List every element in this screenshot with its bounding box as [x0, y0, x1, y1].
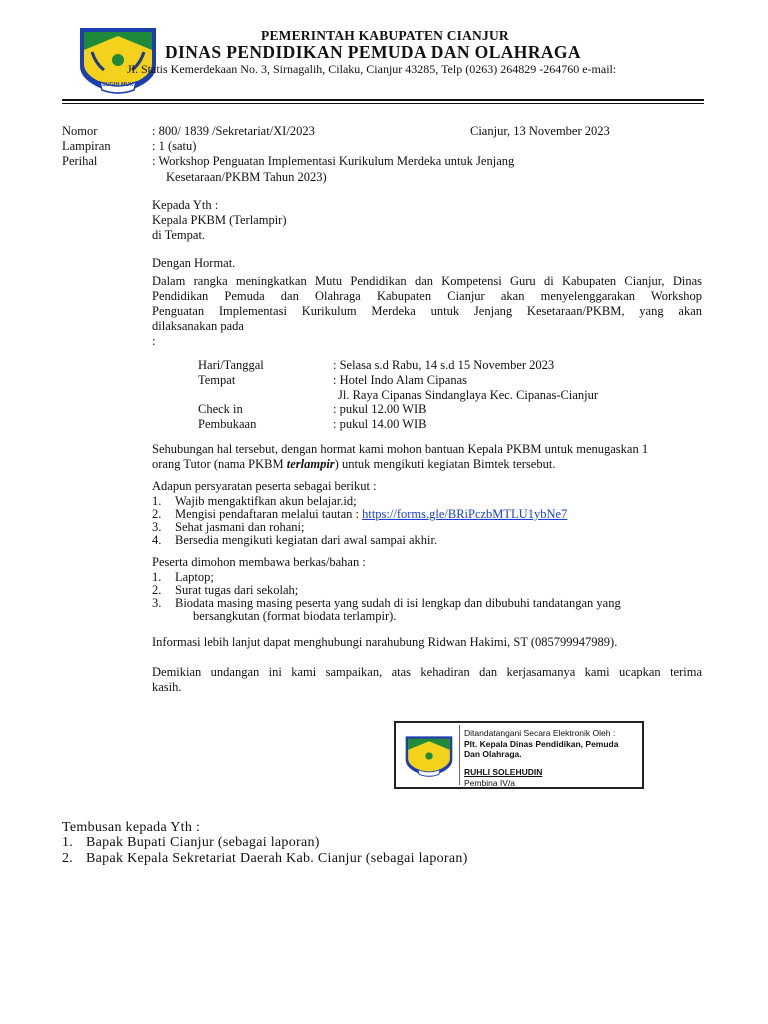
signature-logo [402, 731, 456, 781]
kop-office-name: DINAS PENDIDIKAN PEMUDA DAN OLAHRAGA [165, 42, 581, 62]
schedule-value: : pukul 14.00 WIB [333, 417, 427, 431]
paragraph-line: Penguatan Implementasi Kurikulum Merdeka untuk Jenjang Kesetaraan/PKBM, yang akan [152, 304, 702, 318]
logo-emblem [74, 24, 162, 96]
perihal-label: Perihal [62, 154, 98, 168]
text-run: orang Tutor (nama PKBM [152, 457, 287, 471]
list-number: 3. [152, 596, 162, 610]
paragraph-line: Dalam rangka meningkatkan Mutu Pendidikan dan Kompetensi Guru di Kabupaten Cianjur, Dinas [152, 274, 702, 288]
schedule-value: Jl. Raya Cipanas Sindanglaya Kec. Cipanas-Cianjur [338, 388, 599, 402]
perihal-value: : Workshop Penguatan Implementasi Kurikulum Merdeka untuk Jenjang [152, 154, 515, 168]
list-number: 1. [152, 570, 162, 584]
recipient-line: Kepada Yth : [152, 198, 219, 212]
list-item: Bersedia mengikuti kegiatan dari awal sampai akhir. [175, 533, 438, 547]
paragraph-colon: : [152, 334, 156, 348]
recipient-line: Kepala PKBM (Terlampir) [152, 213, 287, 227]
list-number: 2. [62, 851, 74, 866]
signature-divider [459, 725, 460, 785]
kop-address: Jl. Statis Kemerdekaan No. 3, Sirnagalih, Cilaku, Cianjur 43285, Telp (0263) 264829 -264760 e-mail: [127, 62, 617, 76]
paragraph-line: Pendidikan Pemuda dan Olahraga Kabupaten Cianjur akan menyelenggarakan Workshop [152, 289, 702, 303]
list-number: 4. [152, 533, 162, 547]
signature-position-cont: Dan Olahraga. [464, 749, 522, 759]
schedule-value: : Hotel Indo Alam Cipanas [333, 373, 468, 387]
requirements-intro: Adapun persyaratan peserta sebagai berikut : [152, 479, 377, 493]
kop-divider-thin [62, 103, 704, 104]
recipient-line: di Tempat. [152, 228, 206, 242]
kop-divider [62, 99, 704, 101]
cc-title: Tembusan kepada Yth : [62, 820, 201, 835]
nomor-value: : 800/ 1839 /Sekretariat/XI/2023 [152, 124, 315, 138]
emphasis-text: terlampir [286, 457, 335, 471]
signature-caption: Ditandatangani Secara Elektronik Oleh : [464, 728, 616, 738]
paragraph-line: dilaksanakan pada [152, 319, 244, 333]
list-item: Surat tugas dari sekolah; [175, 583, 299, 597]
kop-government: PEMERINTAH KABUPATEN CIANJUR [261, 28, 509, 43]
list-item: Wajib mengaktifkan akun belajar.id; [175, 494, 357, 508]
paragraph-line: Sehubungan hal tersebut, dengan hormat kami mohon bantuan Kepala PKBM untuk menugaskan 1 [152, 442, 649, 456]
text-run: ) untuk mengikuti kegiatan Bimtek tersebut. [334, 457, 556, 471]
letter-date: Cianjur, 13 November 2023 [470, 124, 610, 138]
schedule-value: : Selasa s.d Rabu, 14 s.d 15 November 2023 [333, 358, 555, 372]
e-signature-box [394, 721, 644, 789]
perihal-value-cont: Kesetaraan/PKBM Tahun 2023) [166, 170, 327, 184]
list-number: 2. [152, 507, 162, 521]
paragraph-line [152, 457, 555, 472]
schedule-value: : pukul 12.00 WIB [333, 402, 427, 416]
closing-line: Demikian undangan ini kami sampaikan, atas kehadiran dan kerjasamanya kami ucapkan terima [152, 665, 702, 679]
signer-rank: Pembina IV/a [464, 778, 516, 788]
nomor-label: Nomor [62, 124, 98, 138]
signer-name: RUHLI SOLEHUDIN [464, 767, 543, 777]
list-item: Biodata masing masing peserta yang sudah di isi lengkap dan dibubuhi tandatangan yang [175, 596, 621, 610]
list-number: 1. [152, 494, 162, 508]
list-item: Laptop; [175, 570, 214, 584]
signature-position: Plt. Kepala Dinas Pendidikan, Pemuda [464, 739, 619, 749]
list-number: 3. [152, 520, 162, 534]
logo-motto: SUGIH MUKTI [102, 82, 139, 88]
greeting: Dengan Hormat. [152, 256, 236, 270]
contact-info: Informasi lebih lanjut dapat menghubungi narahubung Ridwan Hakimi, ST (085799947989). [152, 635, 618, 649]
schedule-label: Pembukaan [198, 417, 257, 431]
schedule-label: Hari/Tanggal [198, 358, 264, 372]
cc-item: Bapak Kepala Sekretariat Daerah Kab. Cianjur (sebagai laporan) [86, 851, 468, 866]
schedule-label: Check in [198, 402, 243, 416]
lampiran-value: : 1 (satu) [152, 139, 197, 153]
closing-line: kasih. [152, 680, 182, 694]
schedule-label: Tempat [198, 373, 236, 387]
list-item-text: Mengisi pendaftaran melalui tautan : [175, 507, 363, 521]
list-item: Sehat jasmani dan rohani; [175, 520, 305, 534]
lampiran-label: Lampiran [62, 139, 111, 153]
list-item-cont: bersangkutan (format biodata terlampir). [193, 609, 397, 623]
bring-intro: Peserta dimohon membawa berkas/bahan : [152, 555, 366, 569]
list-number: 1. [62, 835, 74, 850]
form-link[interactable]: https://forms.gle/BRiPczbMTLU1ybNe7 [362, 507, 568, 521]
list-number: 2. [152, 583, 162, 597]
cc-item: Bapak Bupati Cianjur (sebagai laporan) [86, 835, 320, 850]
